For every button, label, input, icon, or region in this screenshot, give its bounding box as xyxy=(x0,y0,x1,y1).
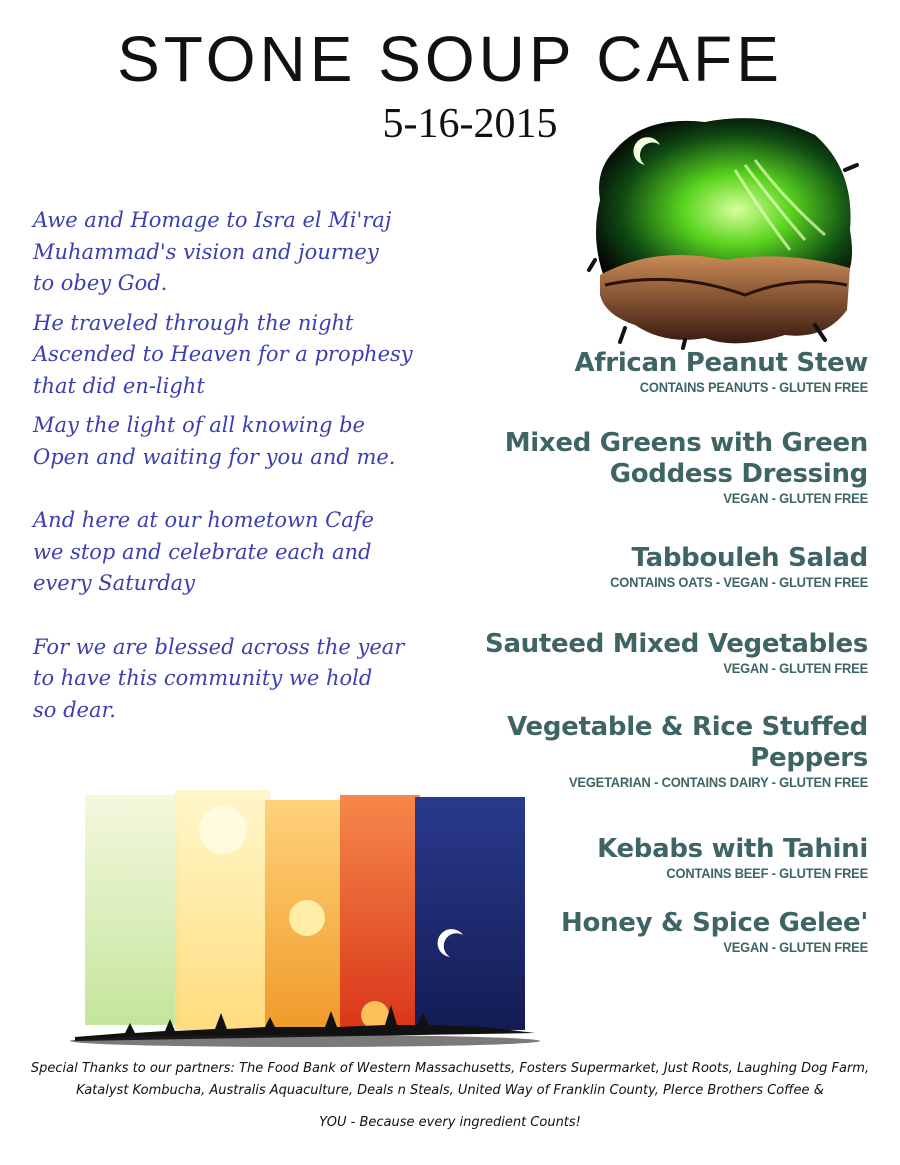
poem-stanza xyxy=(33,632,453,727)
poem-line: For we are blessed across the year xyxy=(33,634,405,659)
poem-stanza xyxy=(33,205,453,300)
poem-line: May the light of all knowing be xyxy=(33,413,365,437)
poem-stanza xyxy=(33,308,453,403)
poem-line: Open and waiting for you and me. xyxy=(33,444,396,469)
poem-stanza xyxy=(33,505,453,600)
poem-line: every Saturday xyxy=(33,571,196,595)
menu-item xyxy=(448,834,868,881)
poem-stanza xyxy=(33,410,453,473)
poem-line: so dear. xyxy=(33,697,116,722)
menu-item-name: Mixed Greens with Green xyxy=(504,428,868,458)
menu-item xyxy=(448,629,868,676)
menu-item-name: Tabbouleh Salad xyxy=(631,543,868,573)
poem-line: to obey God. xyxy=(33,271,168,295)
menu-item-tags: VEGETARIAN - CONTAINS DAIRY - GLUTEN FREE xyxy=(569,774,868,790)
poem-line: Awe and Homage to Isra el Mi'raj xyxy=(33,208,392,232)
menu-item-tags: CONTAINS BEEF - GLUTEN FREE xyxy=(666,865,868,881)
menu-item xyxy=(448,908,868,955)
menu-item-tags: CONTAINS PEANUTS - GLUTEN FREE xyxy=(639,379,868,395)
menu-item xyxy=(448,428,868,506)
poem xyxy=(33,205,453,734)
page-title: STONE SOUP CAFE xyxy=(117,23,783,95)
menu-item-name: Kebabs with Tahini xyxy=(597,834,868,864)
menu-item-name: Peppers xyxy=(750,743,868,773)
poem-line: Ascended to Heaven for a prophesy xyxy=(33,342,413,366)
menu-item-name: Sauteed Mixed Vegetables xyxy=(485,629,868,659)
menu-item xyxy=(448,712,868,790)
desert-aurora-illustration xyxy=(585,110,860,350)
menu-item-name: Honey & Spice Gelee' xyxy=(561,908,868,938)
menu-item-tags: VEGAN - GLUTEN FREE xyxy=(723,490,868,506)
poem-line: to have this community we hold xyxy=(33,666,373,690)
poem-line: we stop and celebrate each and xyxy=(33,539,372,564)
closing-line: YOU - Because every ingredient Counts! xyxy=(319,1115,581,1130)
menu-item-name: Vegetable & Rice Stuffed xyxy=(507,712,868,742)
poem-line: And here at our hometown Cafe xyxy=(33,508,374,532)
poem-line: He traveled through the night xyxy=(33,310,354,335)
poem-line: that did en-light xyxy=(33,373,205,398)
menu-item xyxy=(448,348,868,395)
menu-item-tags: VEGAN - GLUTEN FREE xyxy=(723,939,868,955)
sun-icon xyxy=(199,806,247,854)
partner-thanks-text: Special Thanks to our partners: The Food Bank of Western Massachusetts, Fosters Supermarket, Just Roots, Laughing Dog Farm, Katalyst Kombucha, Australis Aquaculture, Deals n Steals, United Way of Franklin County, PIerce Brothers Coffee & xyxy=(30,1061,870,1098)
sun-icon xyxy=(289,900,325,936)
poem-line: Muhammad's vision and journey xyxy=(33,239,379,264)
menu-item-tags: VEGAN - GLUTEN FREE xyxy=(723,660,868,676)
menu-item-tags: CONTAINS OATS - VEGAN - GLUTEN FREE xyxy=(610,574,868,590)
menu-item-name: Goddess Dressing xyxy=(609,459,868,489)
menu-item-name: African Peanut Stew xyxy=(574,348,868,378)
partner-thanks xyxy=(30,1058,870,1134)
event-date: 5-16-2015 xyxy=(382,101,558,147)
menu-item xyxy=(448,543,868,590)
